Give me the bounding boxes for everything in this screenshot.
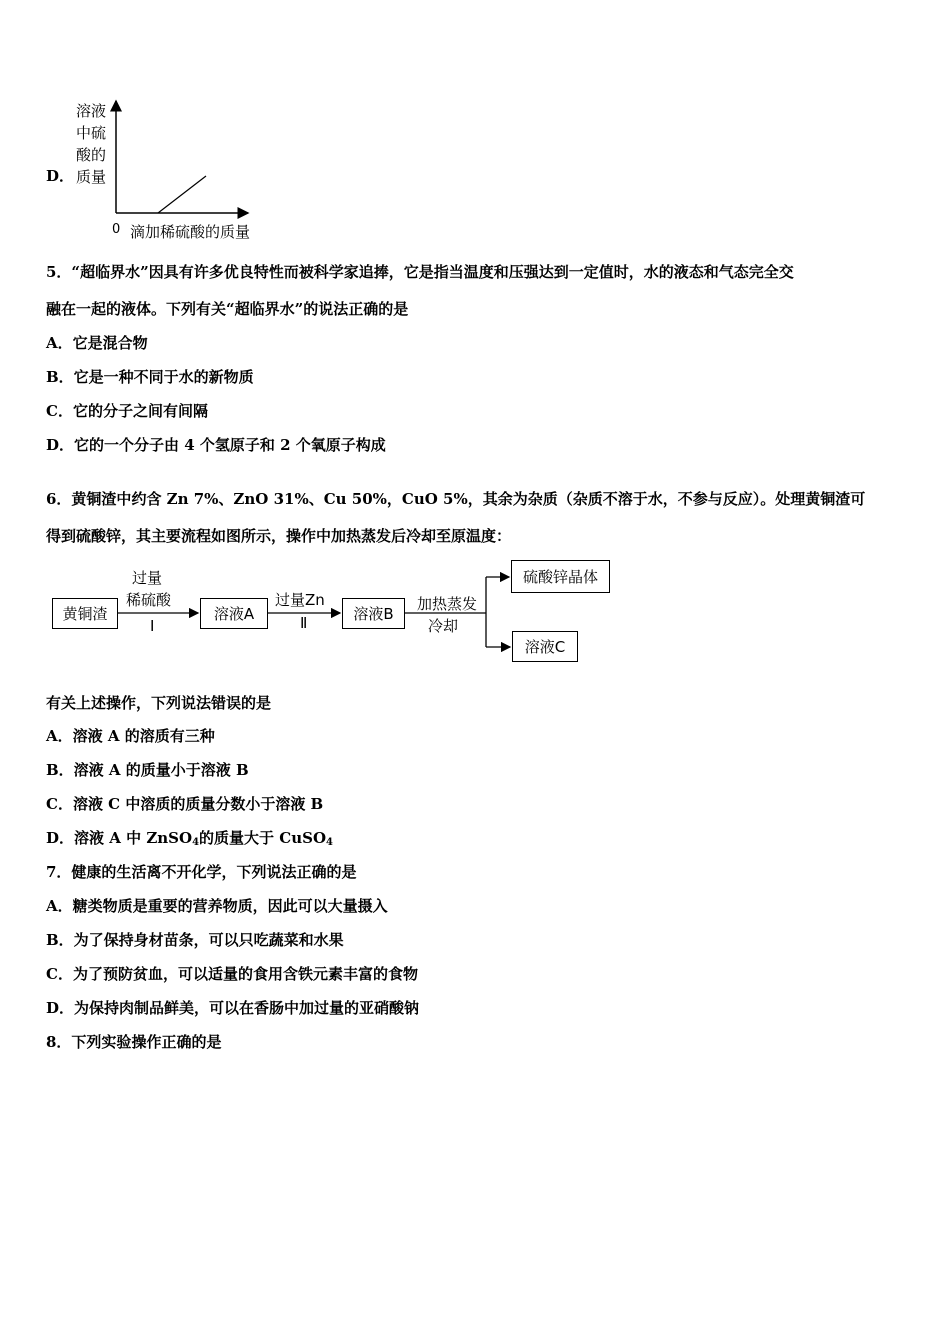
flow-solution-a-box: 溶液A: [200, 598, 268, 629]
q7-option-b: B．为了保持身材苗条，可以只吃蔬菜和水果: [46, 931, 344, 949]
q6-option-d-sub1: 4: [192, 837, 200, 848]
flow-start-box: 黄铜渣: [52, 598, 118, 629]
q6-stem-line1: 6．黄铜渣中约含 Zn 7%、ZnO 31%、Cu 50%，CuO 5%，其余为杂质（杂质不溶于水，不参与反应）。处理黄铜渣可: [46, 490, 866, 508]
q7-option-c: C．为了预防贫血，可以适量的食用含铁元素丰富的食物: [46, 965, 418, 983]
q4-option-d-label: D．: [46, 167, 75, 185]
q5-stem-line1: 5．“超临界水”因具有许多优良特性而被科学家追捧，它是指当温度和压强达到一定值时，水的液态和气态完全交: [46, 263, 794, 281]
q5-option-b: B．它是一种不同于水的新物质: [46, 368, 254, 386]
q6-option-d-sub2: 4: [326, 837, 333, 848]
q7-option-d: D．为保持肉制品鲜美，可以在香肠中加过量的亚硝酸钠: [46, 999, 420, 1017]
q6-option-c: C．溶液 C 中溶质的质量分数小于溶液 B: [46, 795, 324, 813]
q7-option-a: A．糖类物质是重要的营养物质，因此可以大量摄入: [46, 897, 388, 915]
flow-step3-label-top: 加热蒸发: [417, 595, 478, 613]
graph-ylabel-4: 质量: [76, 168, 107, 186]
flow-solution-c-box: 溶液C: [512, 631, 578, 662]
flow-step1-label2: 稀硫酸: [126, 591, 172, 609]
graph-ylabel-1: 溶液: [76, 102, 107, 120]
q6-option-d-mid: 的质量大于 CuSO: [199, 829, 327, 847]
graph-origin: 0: [112, 222, 121, 237]
flow-crystal-box: 硫酸锌晶体: [511, 560, 610, 593]
flow-solution-b-box: 溶液B: [342, 598, 405, 629]
q5-stem-line2: 融在一起的液体。下列有关“超临界水”的说法正确的是: [46, 300, 409, 318]
q5-option-d: D．它的一个分子由 4 个氢原子和 2 个氧原子构成: [46, 436, 386, 454]
q5-option-a: A．它是混合物: [46, 334, 148, 352]
q7-stem: 7．健康的生活离不开化学，下列说法正确的是: [46, 863, 357, 881]
q6-question: 有关上述操作，下列说法错误的是: [46, 694, 272, 712]
q6-option-d: [46, 827, 333, 848]
q5-option-c: C．它的分子之间有间隔: [46, 402, 208, 420]
flow-step1-label1: 过量: [132, 569, 163, 587]
graph-xlabel: 滴加稀硫酸的质量: [130, 223, 251, 241]
graph-ylabel-2: 中硫: [76, 124, 107, 142]
q6-option-a: A．溶液 A 的溶质有三种: [46, 727, 215, 745]
flow-step2-number: Ⅱ: [300, 614, 308, 632]
q6-option-b: B．溶液 A 的质量小于溶液 B: [46, 761, 249, 779]
q6-stem-line2: 得到硫酸锌，其主要流程如图所示，操作中加热蒸发后冷却至原温度：: [46, 527, 512, 545]
q6-option-d-prefix: D．溶液 A 中 ZnSO: [46, 829, 193, 847]
graph-ylabel-3: 酸的: [76, 146, 107, 164]
flow-step1-number: Ⅰ: [150, 617, 155, 635]
flow-step3-label-bottom: 冷却: [428, 617, 459, 635]
graph-trend-line: [158, 176, 206, 213]
q8-stem: 8．下列实验操作正确的是: [46, 1033, 222, 1051]
flow-step2-label: 过量Zn: [275, 591, 325, 609]
